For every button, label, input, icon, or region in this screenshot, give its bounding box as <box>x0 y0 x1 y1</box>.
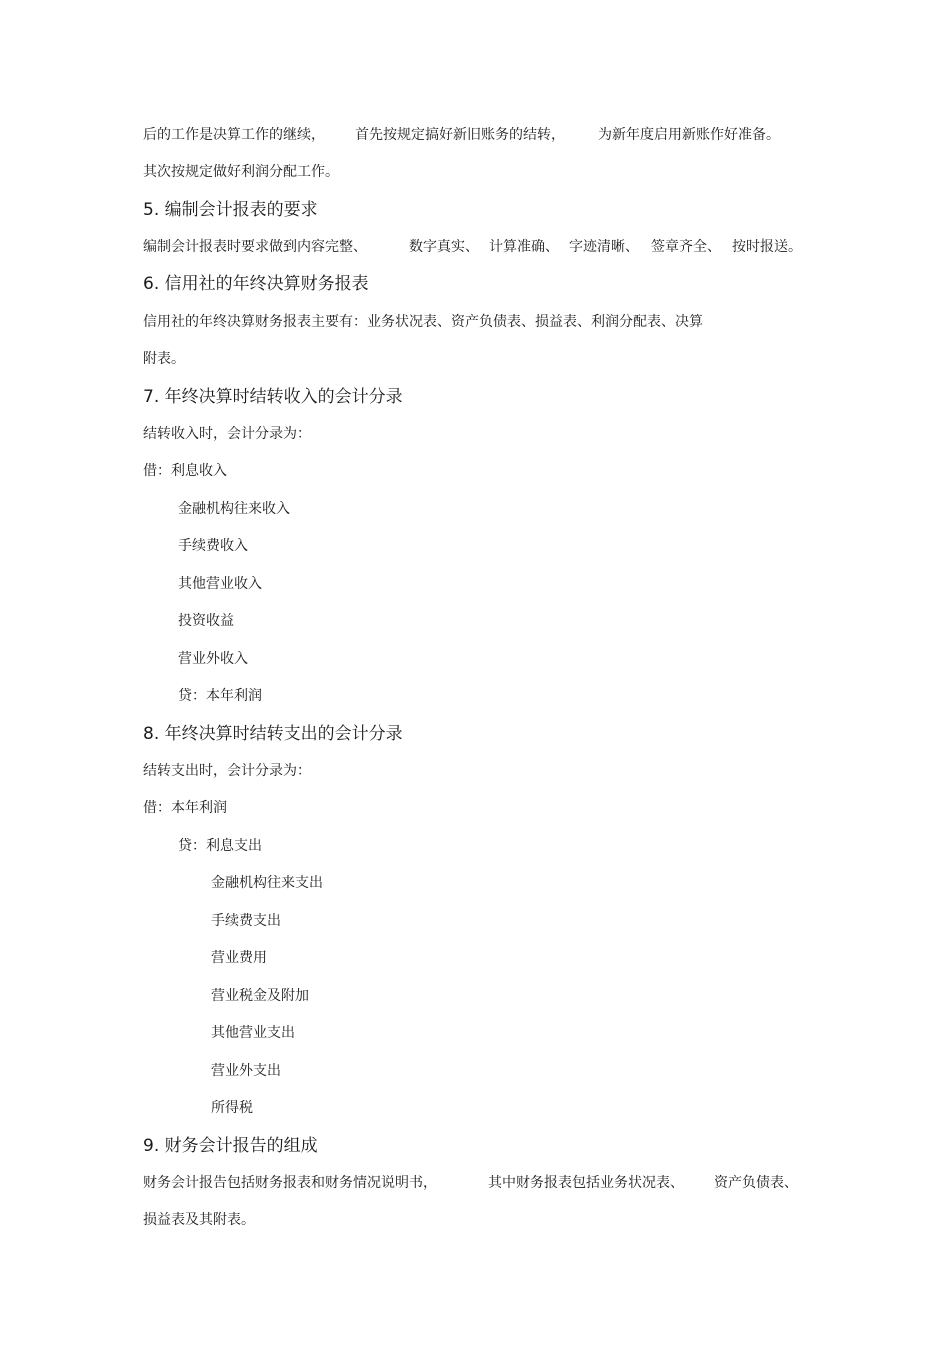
section-7-item: 投资收益 <box>178 613 234 629</box>
intro-line-1-part-b: 首先按规定搞好新旧账务的结转， <box>355 127 565 143</box>
section-8-item: 营业外支出 <box>211 1063 281 1079</box>
section-5-part-a: 编制会计报表时要求做到内容完整、 <box>143 239 367 255</box>
section-7-item: 手续费收入 <box>178 538 248 554</box>
section-8-credit: 贷：利息支出 <box>178 838 262 854</box>
section-5-part-c: 计算准确、 <box>489 239 559 255</box>
section-8-item: 手续费支出 <box>211 913 281 929</box>
section-8-item: 营业税金及附加 <box>211 988 309 1004</box>
section-7-credit: 贷：本年利润 <box>178 688 262 704</box>
section-9-paragraph-line-1 <box>143 1174 808 1192</box>
section-9-paragraph-line-2: 损益表及其附表。 <box>143 1212 255 1228</box>
section-7-debit: 借：利息收入 <box>143 463 227 479</box>
section-5-part-b: 数字真实、 <box>409 239 479 255</box>
section-5-heading: 5. 编制会计报表的要求 <box>143 200 318 220</box>
intro-line-1-part-a: 后的工作是决算工作的继续， <box>143 127 325 143</box>
section-6-paragraph-line-1: 信用社的年终决算财务报表主要有：业务状况表、资产负债表、损益表、利润分配表、决算 <box>143 314 703 330</box>
section-5-part-e: 签章齐全、 <box>651 239 721 255</box>
section-5-paragraph <box>143 238 808 256</box>
intro-line-1 <box>143 126 803 144</box>
section-8-item: 金融机构往来支出 <box>211 875 323 891</box>
section-8-item: 营业费用 <box>211 950 267 966</box>
section-5-part-d: 字迹清晰、 <box>569 239 639 255</box>
intro-line-2: 其次按规定做好利润分配工作。 <box>143 164 339 180</box>
section-9-part-c: 资产负债表、 <box>714 1175 798 1191</box>
section-9-part-b: 其中财务报表包括业务状况表、 <box>488 1175 684 1191</box>
intro-line-1-part-c: 为新年度启用新账作好准备。 <box>598 127 780 143</box>
section-7-heading: 7. 年终决算时结转收入的会计分录 <box>143 387 403 407</box>
section-7-intro: 结转收入时，会计分录为： <box>143 426 311 442</box>
section-7-item: 营业外收入 <box>178 651 248 667</box>
section-7-item: 金融机构往来收入 <box>178 501 290 517</box>
section-8-intro: 结转支出时，会计分录为： <box>143 763 311 779</box>
section-7-item: 其他营业收入 <box>178 576 262 592</box>
section-6-paragraph-line-2: 附表。 <box>143 351 185 367</box>
section-8-item: 其他营业支出 <box>211 1025 295 1041</box>
section-9-heading: 9. 财务会计报告的组成 <box>143 1136 318 1156</box>
section-8-heading: 8. 年终决算时结转支出的会计分录 <box>143 724 403 744</box>
section-8-debit: 借：本年利润 <box>143 800 227 816</box>
section-8-item: 所得税 <box>211 1100 253 1116</box>
section-6-heading: 6. 信用社的年终决算财务报表 <box>143 274 369 294</box>
section-9-part-a: 财务会计报告包括财务报表和财务情况说明书， <box>143 1175 437 1191</box>
section-5-part-f: 按时报送。 <box>732 239 802 255</box>
